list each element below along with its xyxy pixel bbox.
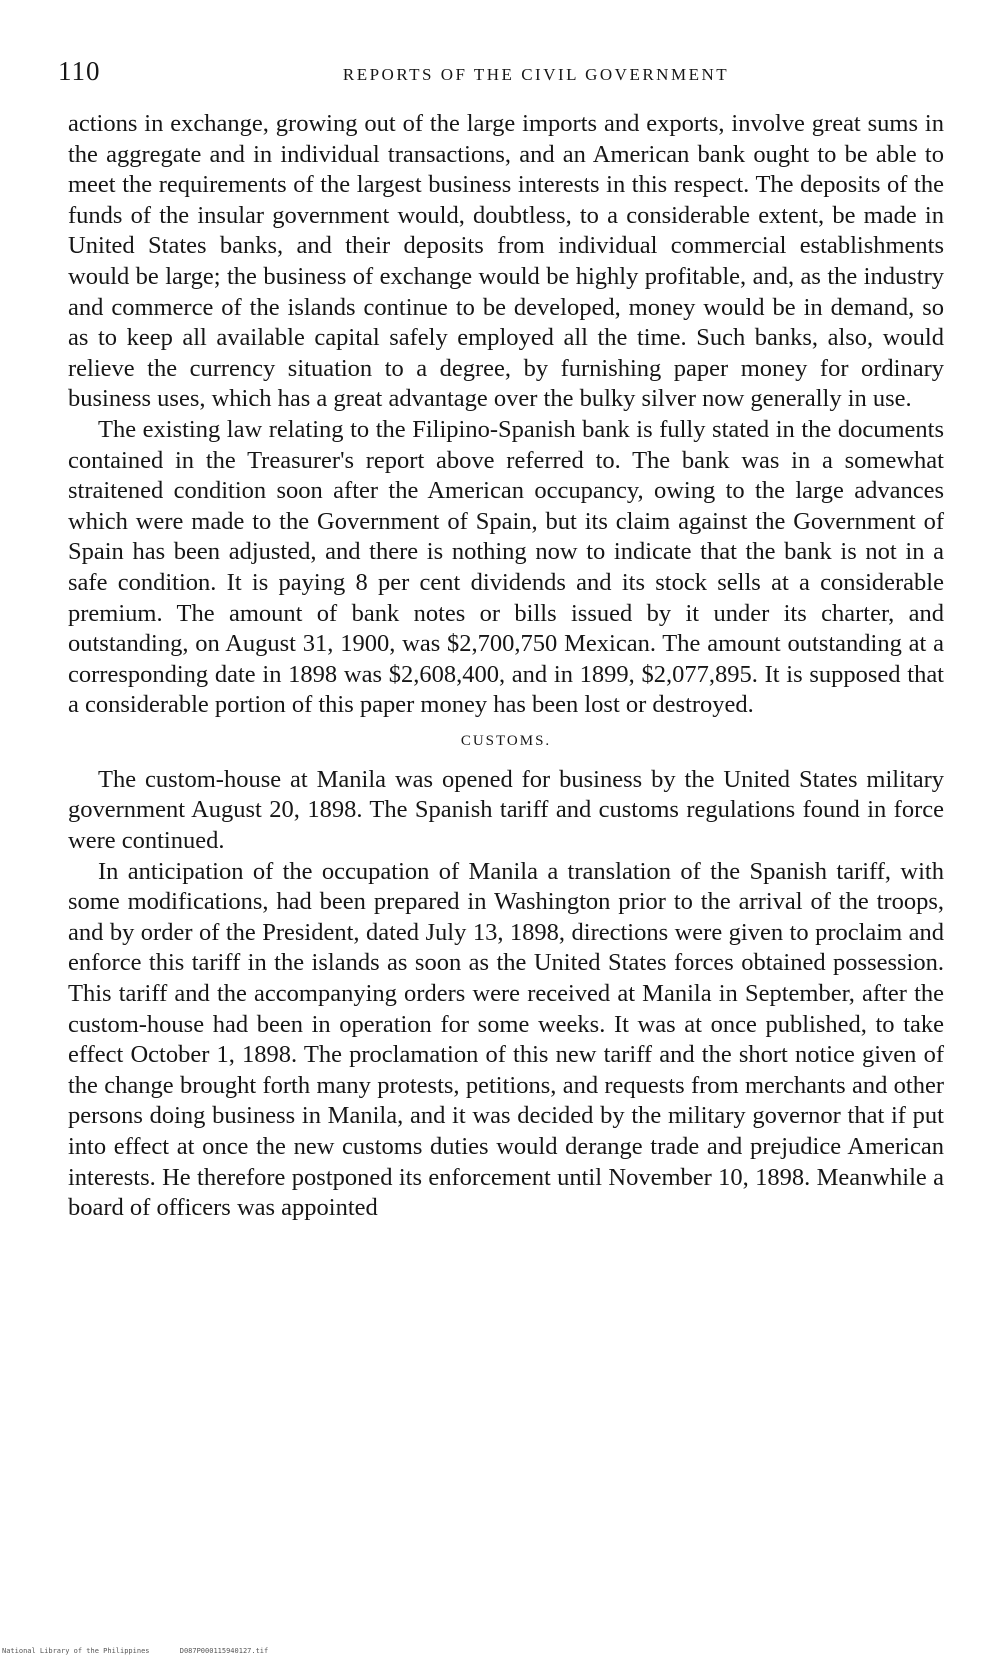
running-head: REPORTS OF THE CIVIL GOVERNMENT (342, 65, 730, 84)
paragraph-spanish-tariff: In anticipation of the occupation of Manila a translation of the Spanish tariff, with some modifications, had been prepared in Washington prior to the arrival of the troops, and by order of the President, dated July 13, 1898, directions were given to proclaim and enforce this tariff in the islands as soon as the United States forces obtained possession. This tariff and the accompanying orders were received at Manila in September, after the custom-house had been in operation for some weeks. It was at once published, to take effect October 1, 1898. The proclamation of this new tariff and the short notice given of the change brought forth many protests, petitions, and requests from merchants and other persons doing business in Manila, and it was decided by the military governor that if put into effect at once the new customs duties would derange trade and prejudice American interests. He therefore postponed its enforcement until November 10, 1898. Meanwhile a board of officers was appointed (68, 857, 944, 1222)
paragraph-filipino-spanish-bank: The existing law relating to the Filipino-Spanish bank is fully stated in the documents contained in the Treasurer's report above referred to. The bank was in a somewhat straitened condition soon after the American occupancy, owing to the large advances which were made to the Government of Spain, but its claim against the Government of Spain has been adjusted, and there is nothing now to indicate that the bank is not in a safe condition. It is paying 8 per cent dividends and its stock sells at a considerable premium. The amount of bank notes or bills issued by it under its charter, and outstanding, on August 31, 1900, was $2,700,750 Mexican. The amount outstanding at a corresponding date in 1898 was $2,608,400, and in 1899, $2,077,895. It is supposed that a considerable portion of this paper money has been lost or destroyed. (68, 415, 944, 719)
body-text (68, 109, 944, 1224)
footer-file: D087P000115940127.tif (179, 1647, 269, 1655)
paragraph-banking-continued: actions in exchange, growing out of the large imports and exports, involve great sums in the aggregate and in individual transactions, and an American bank ought to be able to meet the requirements of the largest business interests in this respect. The deposits of the funds of the insular government would, doubtless, to a considerable extent, be made in United States banks, and their deposits from individual commercial establishments would be large; the business of exchange would be highly profitable, and, as the industry and commerce of the islands continue to be developed, money would be in demand, so as to keep all available capital safely employed all the time. Such banks, also, would relieve the currency situation to a degree, by furnishing paper money for ordinary business uses, which has a great advantage over the bulky silver now generally in use. (68, 110, 944, 413)
scan-footer (2, 1647, 294, 1655)
footer-library: National Library of the Philippines (2, 1647, 150, 1655)
paragraph-custom-house: The custom-house at Manila was opened for business by the United States military government August 20, 1898. The Spanish tariff and customs regulations found in force were continued. (68, 765, 944, 855)
section-heading-customs: CUSTOMS. (460, 732, 552, 749)
page-number: 110 (58, 56, 101, 86)
page-header (56, 56, 940, 96)
